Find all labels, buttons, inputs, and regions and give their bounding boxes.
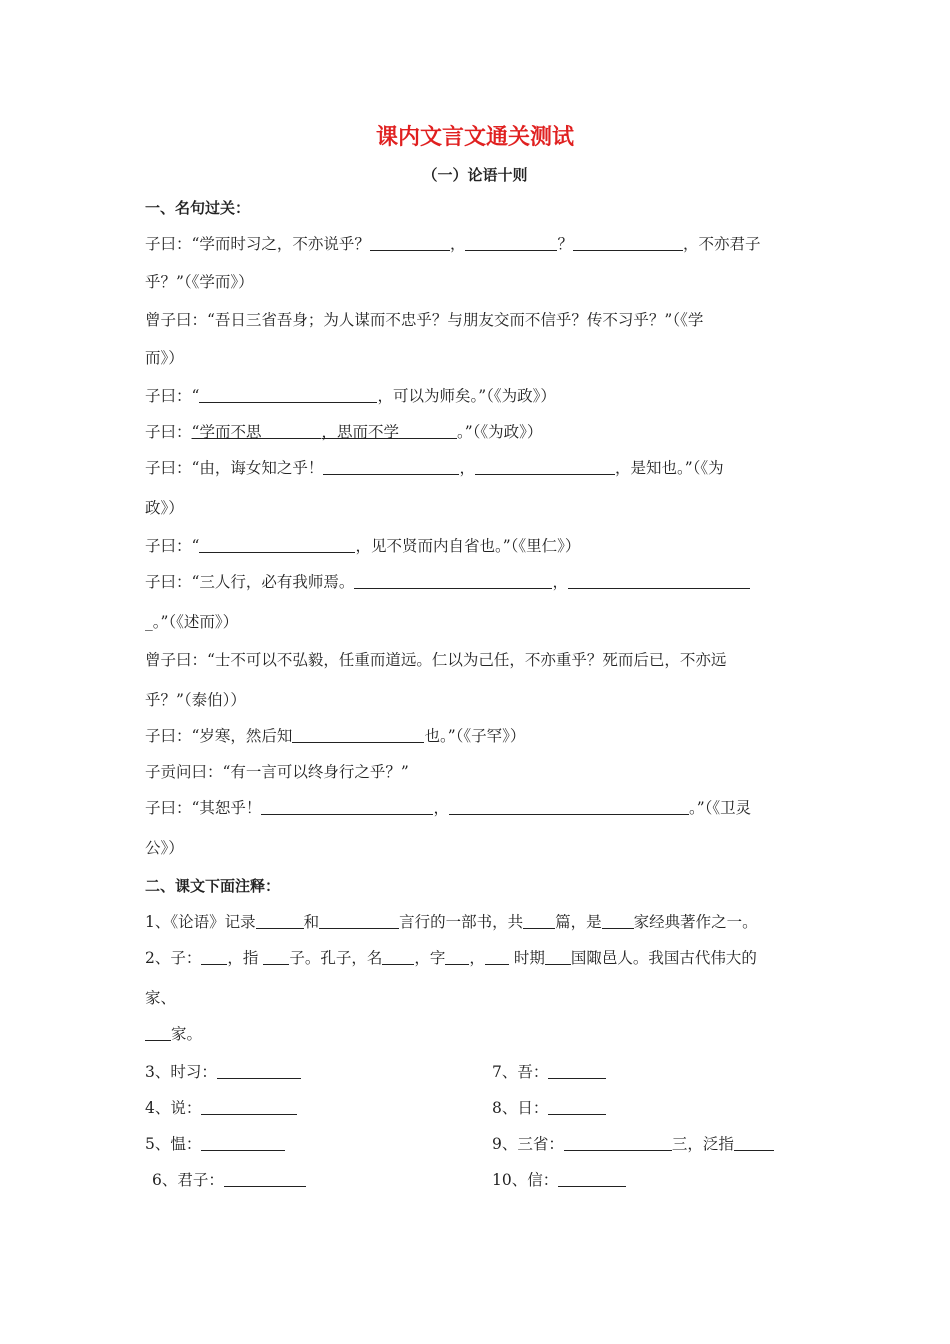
text: 国陬邑人。我国古代伟大的 <box>570 949 757 967</box>
text: 时期 <box>513 949 545 967</box>
page-title: 课内文言文通关测试 <box>375 125 574 150</box>
fill-blank[interactable] <box>201 1134 285 1151</box>
text: 子曰： <box>145 423 192 441</box>
vocab-10 <box>492 1170 626 1190</box>
text: ， <box>433 799 449 817</box>
text: 篇，是 <box>555 913 602 931</box>
fill-blank[interactable] <box>734 1134 774 1151</box>
quote-line-15: 子贡问曰：“有一言可以终身行之乎？” <box>145 763 409 781</box>
vocab-7 <box>492 1062 606 1082</box>
fill-blank[interactable] <box>261 798 433 815</box>
text: 。”（《述而》） <box>152 613 239 631</box>
text: 5、愠： <box>145 1135 202 1153</box>
text: 家经典著作之一。 <box>633 913 758 931</box>
section-heading-famous-quotes: 一、名句过关： <box>145 199 251 217</box>
fill-blank[interactable] <box>261 422 321 439</box>
text: 1、《论语》记录 <box>145 913 256 931</box>
question-2 <box>145 948 810 968</box>
fill-blank[interactable] <box>485 948 509 965</box>
text: ， <box>449 235 466 253</box>
text: ，指 <box>227 949 259 967</box>
fill-blank[interactable] <box>548 1098 606 1115</box>
fill-blank[interactable] <box>573 234 683 251</box>
question-2-cont: 家、 <box>145 989 177 1007</box>
question-1 <box>145 912 810 932</box>
fill-blank[interactable] <box>201 1098 297 1115</box>
text: 家。 <box>171 1025 203 1043</box>
fill-blank[interactable] <box>445 948 469 965</box>
quote-line-4: 而》） <box>145 349 184 367</box>
text: 言行的一部书，共 <box>399 913 524 931</box>
section-heading-notes: 二、课文下面注释： <box>145 877 281 895</box>
fill-blank[interactable] <box>568 572 750 589</box>
text: 。”（《卫灵 <box>688 799 752 817</box>
text: 7、吾： <box>492 1063 549 1081</box>
quote-line-12: 曾子曰：“士不可以不弘毅，任重而道远。仁以为己任，不亦重乎？死而后已，不亦远 <box>145 651 727 669</box>
fill-blank[interactable] <box>370 234 450 251</box>
vocab-4 <box>145 1098 297 1118</box>
text: 9、三省： <box>492 1135 564 1153</box>
text: 子曰：“ <box>145 387 200 405</box>
text: ， <box>469 949 485 967</box>
quote-line-13: 乎？”（泰伯）） <box>145 691 246 709</box>
question-2-end <box>145 1024 810 1044</box>
vocab-8 <box>492 1098 606 1118</box>
text: ， <box>552 573 568 591</box>
vocab-3 <box>145 1062 301 1082</box>
filled-answer: ，思而不学 <box>321 423 399 441</box>
fill-blank[interactable] <box>201 948 227 965</box>
vocab-5 <box>145 1134 285 1154</box>
quote-line-16 <box>145 798 810 818</box>
text: 。”（《为政》） <box>456 423 543 441</box>
fill-blank[interactable] <box>145 1024 171 1041</box>
fill-blank[interactable] <box>564 1134 672 1151</box>
text: 子曰：“三人行，必有我师焉。 <box>145 573 355 591</box>
fill-blank[interactable] <box>217 1062 301 1079</box>
text: ，见不贤而内自省也。”（《里仁》） <box>355 537 581 555</box>
fill-blank[interactable] <box>548 1062 606 1079</box>
text: 8、日： <box>492 1099 549 1117</box>
fill-blank[interactable] <box>545 948 571 965</box>
filled-answer: “学而不思 <box>191 423 262 441</box>
text: 子曰：“岁寒，然后知 <box>145 727 293 745</box>
text: 10、信： <box>492 1171 559 1189</box>
fill-blank[interactable] <box>319 912 399 929</box>
text: _ <box>145 613 153 631</box>
quote-line-5 <box>145 386 810 406</box>
fill-blank[interactable] <box>523 912 555 929</box>
text: ，字 <box>414 949 446 967</box>
fill-blank[interactable] <box>354 572 552 589</box>
quote-line-11 <box>145 612 810 632</box>
text: 子曰：“学而时习之，不亦说乎？ <box>145 235 370 253</box>
text: ，不亦君子 <box>682 235 761 253</box>
page-subtitle: （一）论语十则 <box>422 166 528 184</box>
quote-line-2: 乎？”（《学而》） <box>145 273 254 291</box>
text: 子。孔子，名 <box>289 949 383 967</box>
text: 4、说： <box>145 1099 202 1117</box>
text: 3、时习： <box>145 1063 217 1081</box>
quote-line-9 <box>145 536 810 556</box>
text: 子曰：“由，诲女知之乎！ <box>145 459 324 477</box>
text: 子曰：“其恕乎！ <box>145 799 262 817</box>
quote-line-6 <box>145 422 810 442</box>
quote-line-8: 政》） <box>145 499 184 517</box>
fill-blank[interactable] <box>382 948 414 965</box>
text: 子曰：“ <box>145 537 200 555</box>
fill-blank[interactable] <box>475 458 615 475</box>
text: 2、子： <box>145 949 202 967</box>
quote-line-10 <box>145 572 810 592</box>
fill-blank[interactable] <box>558 1170 626 1187</box>
fill-blank[interactable] <box>449 798 689 815</box>
text: ， <box>459 459 475 477</box>
fill-blank[interactable] <box>465 234 557 251</box>
text: ，可以为师矣。”（《为政》） <box>377 387 556 405</box>
fill-blank[interactable] <box>256 912 304 929</box>
quote-line-17: 公》） <box>145 839 184 857</box>
quote-line-7 <box>145 458 810 478</box>
vocab-6 <box>152 1170 306 1190</box>
fill-blank[interactable] <box>292 726 424 743</box>
text: 和 <box>303 913 320 931</box>
text: 也。”（《子罕》） <box>424 727 526 745</box>
text: 6、君子： <box>152 1171 224 1189</box>
fill-blank[interactable] <box>224 1170 306 1187</box>
text: ？ <box>557 235 573 253</box>
text: ，是知也。”（《为 <box>614 459 724 477</box>
quote-line-1 <box>145 234 810 254</box>
fill-blank[interactable] <box>199 386 377 403</box>
fill-blank[interactable] <box>199 536 355 553</box>
vocab-9 <box>492 1134 774 1154</box>
text: 三，泛指 <box>671 1135 734 1153</box>
quote-line-14 <box>145 726 810 746</box>
fill-blank[interactable] <box>602 912 634 929</box>
quote-line-3: 曾子曰：“吾日三省吾身；为人谋而不忠乎？与朋友交而不信乎？传不习乎？”（《学 <box>145 311 704 329</box>
fill-blank[interactable] <box>263 948 289 965</box>
fill-blank[interactable] <box>399 422 457 439</box>
fill-blank[interactable] <box>323 458 459 475</box>
